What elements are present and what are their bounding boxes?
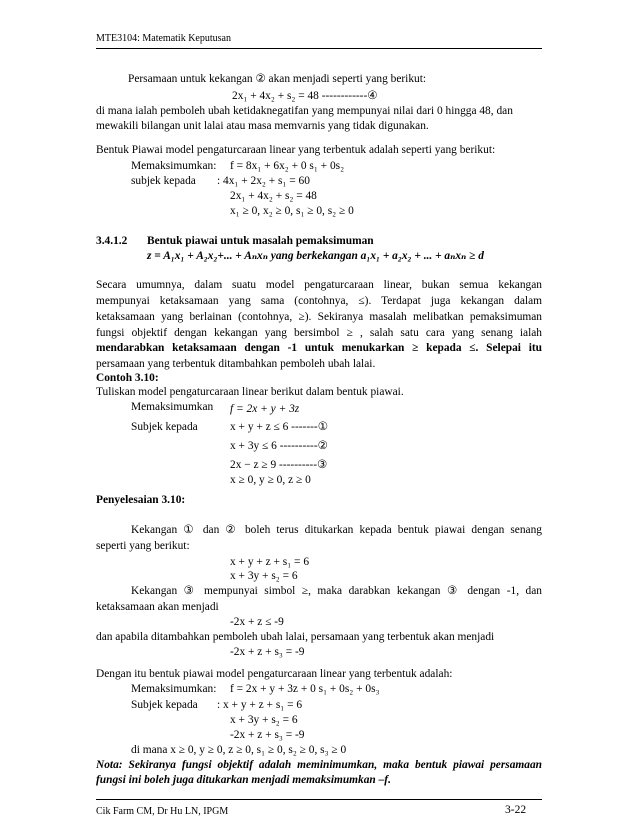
equation: f = 2x + y + 3z [230,403,300,415]
text-line: di mana ialah pemboleh ubah ketidaknegatifan yang mempunyai nilai dari 0 hingga 48, dan [96,105,513,117]
footer-authors: Cik Farm CM, Dr Hu LN, IPGM [96,806,229,817]
label: Subjek kepada [131,421,198,433]
label: Subjek kepada [131,699,198,711]
equation: x + y + z ≤ 6 -------① [230,421,328,433]
solution-title: Penyelesaian 3.10: [96,494,186,506]
paragraph-line: dan apabila ditambahkan pemboleh ubah lalai, persamaan yang terbentuk akan menjadi [96,631,495,643]
equation: f = 2x + y + 3z + 0 s₁ + 0s₂ + 0s₃ [230,683,380,695]
equation: x + y + z + s₁ = 6 [230,556,310,568]
note-line: fungsi ini boleh juga ditukarkan menjadi memaksimumkan –f. [96,774,391,786]
paragraph-line: mendarabkan ketaksamaan dengan -1 untuk menukarkan ≥ kepada ≤. Selepai itu [96,342,542,354]
equation: -2x + z + s₃ = -9 [230,646,305,658]
paragraph-line: ketaksamaan yang berlainan (contohnya, ≥). Sekiranya masalah melibatkan pemaksimuman [96,311,542,323]
note-line: Nota: Sekiranya fungsi objektif adalah meminimumkan, maka bentuk piawai persamaan [96,759,542,771]
paragraph-line: Secara umumnya, dalam suatu model pengaturcaraan linear, bukan semua kekangan [96,279,542,291]
paragraph-line: seperti yang berikut: [96,540,190,552]
paragraph-line: Kekangan ① dan ② boleh terus ditukarkan kepada bentuk piawai dengan senang [131,524,542,536]
equation: x₁ ≥ 0, x₂ ≥ 0, s₁ ≥ 0, s₂ ≥ 0 [230,205,354,217]
paragraph-line: fungsi objektif dengan kekangan yang bersimbol ≥ , salah satu cara yang senang ialah [96,327,542,339]
header-rule [96,48,542,49]
paragraph-line: persamaan yang terbentuk ditambahkan pemboleh ubah lalai. [96,358,376,370]
equation: x + 3y + s₂ = 6 [230,714,298,726]
equation: : x + y + z + s₁ = 6 [217,699,303,711]
section-formula: z = A₁x₁ + A₂x₂+... + Aₙxₙ yang berkekangan a₁x₁ + a₂x₂ + ... + aₙxₙ ≥ d [147,250,484,262]
equation: 2x₁ + 4x₂ + s₂ = 48 [230,190,317,202]
label: Memaksimumkan: [131,683,217,695]
equation: -2x + z + s₃ = -9 [230,729,305,741]
footer-rule [96,799,542,800]
paragraph-line: Kekangan ③ mempunyai simbol ≥, maka darabkan kekangan ③ dengan -1, dan [131,585,542,597]
section-title: Bentuk piawai untuk masalah pemaksimuman [147,235,374,247]
equation: x ≥ 0, y ≥ 0, z ≥ 0 [230,474,311,486]
paragraph-line: ketaksamaan akan menjadi [96,601,219,613]
label: Memaksimumkan [131,401,214,413]
equation: 2x₁ + 4x₂ + s₂ = 48 ------------④ [232,90,378,102]
page-number: 3-22 [505,804,527,816]
example-text: Tuliskan model pengaturcaraan linear berikut dalam bentuk piawai. [96,386,404,398]
equation: -2x + z ≤ -9 [230,616,284,628]
paragraph-line: mempunyai ketaksamaan yang sama (contohnya, ≤). Terdapat juga kekangan dalam [96,295,542,307]
text-line: Persamaan untuk kekangan ② akan menjadi seperti yang berikut: [128,73,427,85]
equation: : 4x₁ + 2x₂ + s₁ = 60 [217,175,310,187]
paragraph-line: Dengan itu bentuk piawai model pengaturcaraan linear yang terbentuk adalah: [96,668,453,680]
equation: di mana x ≥ 0, y ≥ 0, z ≥ 0, s₁ ≥ 0, s₂ ≥ 0, s₃ ≥ 0 [131,744,347,756]
label: Memaksimumkan: [131,160,217,172]
header-title: MTE3104: Matematik Keputusan [96,33,231,44]
equation: x + 3y + s₂ = 6 [230,570,298,582]
label: subjek kepada [131,175,196,187]
text-line: Bentuk Piawai model pengaturcaraan linear yang terbentuk adalah seperti yang berikut: [96,144,496,156]
text-line: mewakili bilangan unit lalai atau masa memvarnis yang tidak digunakan. [96,120,429,132]
equation: 2x − z ≥ 9 ----------③ [230,459,328,471]
section-number: 3.4.1.2 [96,235,128,247]
equation: f = 8x₁ + 6x₂ + 0 s₁ + 0s₂ [230,160,345,172]
equation: x + 3y ≤ 6 ----------② [230,440,328,452]
example-title: Contoh 3.10: [96,372,159,384]
